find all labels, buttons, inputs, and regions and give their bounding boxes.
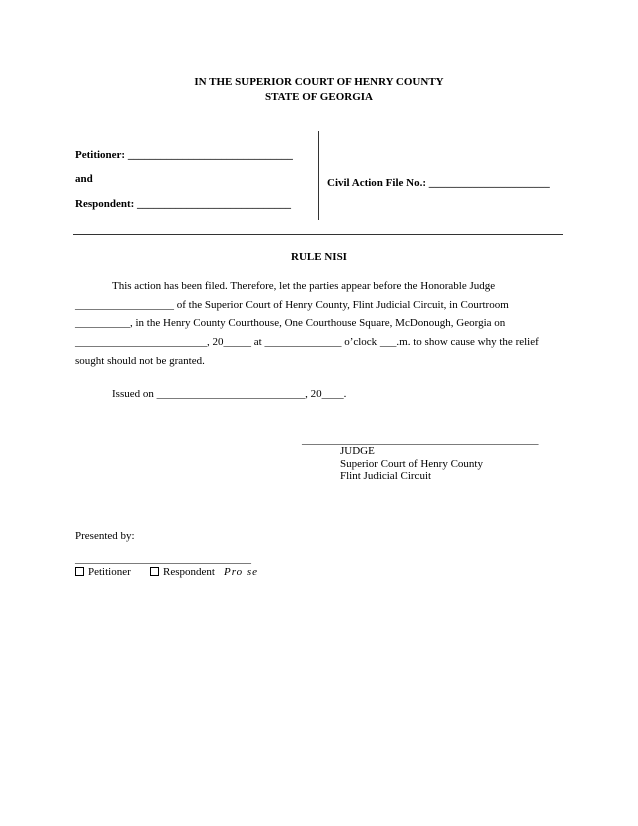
body-line-4: ________________________, 20_____ at ______________ o’clock ___.m. to show cause why the relief bbox=[75, 336, 539, 348]
issued-on-line: Issued on ___________________________, 20____. bbox=[112, 388, 347, 400]
state-name: STATE OF GEORGIA bbox=[265, 91, 373, 103]
civil-action-file-number: Civil Action File No.: ______________________ bbox=[327, 177, 550, 189]
petitioner-line: Petitioner: ______________________________ bbox=[75, 149, 293, 161]
body-line-1: This action has been filed. Therefore, let the parties appear before the Honorable Judge bbox=[112, 280, 496, 292]
pro-se-label: Pro se bbox=[224, 566, 259, 578]
presenter-signature-line: ________________________________ bbox=[75, 553, 251, 565]
respondent-checkbox[interactable] bbox=[150, 567, 159, 576]
document-title: RULE NISI bbox=[291, 251, 347, 263]
body-line-2: __________________ of the Superior Court of Henry County, Flint Judicial Circuit, in Courtroom bbox=[75, 299, 509, 311]
presented-by-label: Presented by: bbox=[75, 530, 135, 542]
petitioner-checkbox[interactable] bbox=[75, 567, 84, 576]
circuit-label: Flint Judicial Circuit bbox=[340, 470, 432, 482]
judge-signature-line: ___________________________________________ bbox=[302, 434, 539, 446]
respondent-option-label: Respondent bbox=[163, 566, 215, 578]
petitioner-option-label: Petitioner bbox=[88, 566, 131, 578]
caption-divider-vertical bbox=[318, 131, 319, 220]
respondent-option[interactable] bbox=[150, 566, 215, 579]
caption-divider-horizontal bbox=[73, 234, 563, 235]
judge-label: JUDGE bbox=[340, 445, 375, 457]
court-label: Superior Court of Henry County bbox=[340, 458, 483, 470]
court-name: IN THE SUPERIOR COURT OF HENRY COUNTY bbox=[194, 76, 444, 88]
body-line-5: sought should not be granted. bbox=[75, 355, 205, 367]
and-label: and bbox=[75, 173, 93, 185]
petitioner-option[interactable] bbox=[75, 566, 131, 579]
body-line-3: __________, in the Henry County Courthouse, One Courthouse Square, McDonough, Georgia on bbox=[75, 317, 506, 329]
respondent-line: Respondent: ____________________________ bbox=[75, 198, 292, 210]
